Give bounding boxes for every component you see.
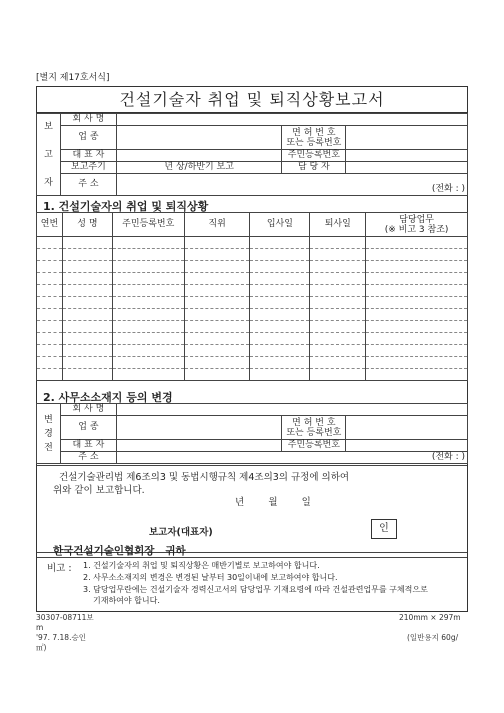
table-cell[interactable]: [366, 297, 468, 309]
table-cell[interactable]: [184, 249, 250, 261]
notes-block: [37, 557, 467, 612]
table-cell[interactable]: [62, 273, 112, 285]
table-cell[interactable]: [184, 369, 250, 381]
table-row: [37, 273, 468, 285]
table-row: [37, 297, 468, 309]
table-cell[interactable]: [184, 309, 250, 321]
table-cell[interactable]: [112, 321, 184, 333]
table-cell[interactable]: [112, 345, 184, 357]
table-cell[interactable]: [62, 345, 112, 357]
table-cell[interactable]: [366, 369, 468, 381]
change-resident-label: 주민등록번호: [282, 440, 346, 452]
table-cell[interactable]: [112, 285, 184, 297]
table-cell[interactable]: [37, 297, 63, 309]
table-cell[interactable]: [184, 261, 250, 273]
table-cell[interactable]: [310, 333, 366, 345]
table-cell[interactable]: [310, 369, 366, 381]
table-cell[interactable]: [250, 273, 310, 285]
table-cell[interactable]: [62, 261, 112, 273]
table-cell[interactable]: [112, 309, 184, 321]
manager-label: 담 당 자: [282, 162, 346, 174]
manager-field[interactable]: [346, 162, 468, 174]
change-license-field[interactable]: [346, 416, 468, 440]
table-cell[interactable]: [112, 273, 184, 285]
notes-label: 비고 :: [47, 563, 72, 574]
table-cell[interactable]: [62, 285, 112, 297]
change-company-name-field[interactable]: [116, 404, 467, 416]
table-cell[interactable]: [37, 285, 63, 297]
table-cell[interactable]: [310, 237, 366, 249]
table-cell[interactable]: [366, 273, 468, 285]
note-item-3: 3. 담당업무란에는 건설기술자 경력신고서의 담당업무 기재요령에 따라 건설관련업무를 구체적으로: [83, 585, 428, 594]
table-cell[interactable]: [184, 345, 250, 357]
table-cell[interactable]: [37, 345, 63, 357]
table-cell[interactable]: [310, 321, 366, 333]
table-cell[interactable]: [250, 261, 310, 273]
table-cell[interactable]: [250, 249, 310, 261]
change-table: [36, 403, 468, 464]
table-cell[interactable]: [250, 345, 310, 357]
license-number-label: 면 허 번 호 또는 등록번호: [282, 126, 346, 150]
table-row: [37, 237, 468, 249]
table-row: [37, 345, 468, 357]
table-cell[interactable]: [184, 297, 250, 309]
report-form: [36, 86, 468, 612]
table-row: [37, 357, 468, 369]
table-cell[interactable]: [37, 357, 63, 369]
table-row: [37, 321, 468, 333]
business-type-field[interactable]: [116, 126, 282, 150]
table-cell[interactable]: [184, 357, 250, 369]
col-header-resident-number: 주민등록번호: [112, 213, 184, 237]
table-cell[interactable]: [250, 297, 310, 309]
reporter-side-label: 보 고 자: [37, 114, 61, 196]
table-cell[interactable]: [366, 261, 468, 273]
table-cell[interactable]: [310, 285, 366, 297]
change-address-field[interactable]: (전화 : ): [116, 452, 467, 464]
declaration-text-2: 위와 같이 보고합니다.: [53, 485, 145, 496]
table-row: [37, 333, 468, 345]
table-row: [37, 369, 468, 381]
section1-title: 1. 건설기술자의 취업 및 퇴직상황: [43, 200, 209, 213]
change-representative-field[interactable]: [116, 440, 282, 452]
col-header-position: 직위: [184, 213, 250, 237]
business-type-label: 업 종: [60, 126, 116, 150]
table-cell[interactable]: [62, 333, 112, 345]
table-cell[interactable]: [62, 369, 112, 381]
table-cell[interactable]: [112, 297, 184, 309]
table-cell[interactable]: [310, 249, 366, 261]
table-cell[interactable]: [62, 249, 112, 261]
table-cell[interactable]: [37, 237, 63, 249]
table-cell[interactable]: [37, 369, 63, 381]
change-business-type-label: 업 종: [60, 416, 116, 440]
declaration-text-1: 건설기술관리법 제6조의3 및 동법시행규칙 제4조의3의 규정에 의하여: [59, 472, 350, 483]
table-row: [37, 309, 468, 321]
table-cell[interactable]: [366, 321, 468, 333]
addressee: 한국건설기술인협회장 귀하: [53, 545, 186, 557]
col-header-name: 성 명: [62, 213, 112, 237]
col-header-number: 연번: [37, 213, 63, 237]
table-cell[interactable]: [37, 333, 63, 345]
declaration-block: [37, 465, 467, 553]
table-cell[interactable]: [37, 309, 63, 321]
table-cell[interactable]: [37, 321, 63, 333]
representative-label: 대 표 자: [60, 150, 116, 162]
table-cell[interactable]: [366, 249, 468, 261]
footer-paper-unit: ㎡): [36, 643, 47, 652]
company-name-label: 회 사 명: [60, 114, 116, 126]
footer-paper-size: 210mm × 297m: [399, 613, 461, 622]
company-name-field[interactable]: [116, 114, 467, 126]
col-header-duty: 담당업무 (※ 비고 3 참조): [366, 213, 468, 237]
footer-approval-date: '97. 7.18.승인: [36, 633, 86, 642]
table-cell[interactable]: [112, 357, 184, 369]
table-cell[interactable]: [250, 309, 310, 321]
table-cell[interactable]: [112, 237, 184, 249]
table-cell[interactable]: [250, 237, 310, 249]
table-cell[interactable]: [366, 333, 468, 345]
address-phone-field[interactable]: (전화 : ): [116, 174, 467, 196]
table-cell[interactable]: [366, 285, 468, 297]
table-cell[interactable]: [184, 321, 250, 333]
footer-form-code: 30307-08711보: [36, 613, 94, 622]
table-cell[interactable]: [184, 333, 250, 345]
table-cell[interactable]: [366, 345, 468, 357]
section2-title: 2. 사무소소재지 등의 변경: [43, 391, 173, 404]
table-cell[interactable]: [112, 249, 184, 261]
table-cell[interactable]: [250, 333, 310, 345]
table-cell[interactable]: [184, 273, 250, 285]
footer-form-code-continued: m: [36, 623, 44, 632]
change-representative-label: 대 표 자: [60, 440, 116, 452]
table-cell[interactable]: [250, 357, 310, 369]
table-cell[interactable]: [37, 249, 63, 261]
change-business-type-field[interactable]: [116, 416, 282, 440]
table-cell[interactable]: [310, 297, 366, 309]
table-cell[interactable]: [310, 357, 366, 369]
table-cell[interactable]: [62, 309, 112, 321]
table-cell[interactable]: [62, 321, 112, 333]
note-item-2: 2. 사무소소재지의 변경은 변경된 날부터 30일이내에 보고하여야 합니다.: [83, 573, 338, 582]
note-item-1: 1. 건설기술자의 취업 및 퇴직상황은 매반기별로 보고하여야 합니다.: [83, 561, 320, 570]
report-date[interactable]: 년 월 일: [235, 497, 311, 508]
change-company-name-label: 회 사 명: [60, 404, 116, 416]
table-cell[interactable]: [184, 237, 250, 249]
table-row: [37, 249, 468, 261]
table-cell[interactable]: [250, 369, 310, 381]
table-cell[interactable]: [112, 261, 184, 273]
table-cell[interactable]: [310, 309, 366, 321]
employment-table: [36, 212, 468, 381]
table-cell[interactable]: [37, 273, 63, 285]
table-row: [37, 285, 468, 297]
table-cell[interactable]: [250, 321, 310, 333]
form-number-label: [별지 제17호서식]: [36, 73, 110, 83]
table-cell[interactable]: [250, 285, 310, 297]
resident-number-label: 주민등록번호: [282, 150, 346, 162]
col-header-join-date: 입사일: [250, 213, 310, 237]
col-header-leave-date: 퇴사일: [310, 213, 366, 237]
seal-box[interactable]: 인: [371, 519, 397, 539]
change-address-label: 주 소: [60, 452, 116, 464]
license-number-field[interactable]: [346, 126, 468, 150]
table-row: [37, 261, 468, 273]
representative-field[interactable]: [116, 150, 282, 162]
footer-paper-weight: (일반용지 60g/: [407, 633, 459, 642]
table-cell[interactable]: [62, 357, 112, 369]
table-cell[interactable]: [366, 237, 468, 249]
resident-number-field[interactable]: [346, 150, 468, 162]
change-resident-field[interactable]: [346, 440, 468, 452]
table-cell[interactable]: [366, 357, 468, 369]
table-cell[interactable]: [62, 297, 112, 309]
report-period-label: 보고주기: [60, 162, 116, 174]
report-period-value[interactable]: 년 상/하반기 보고: [116, 162, 282, 174]
form-title: 건설기술자 취업 및 퇴직상황보고서: [37, 87, 467, 113]
table-cell[interactable]: [184, 285, 250, 297]
table-cell[interactable]: [366, 309, 468, 321]
table-cell[interactable]: [62, 237, 112, 249]
table-cell[interactable]: [112, 369, 184, 381]
table-cell[interactable]: [310, 345, 366, 357]
reporter-signature-label: 보고자(대표자): [149, 527, 213, 538]
table-cell[interactable]: [310, 261, 366, 273]
reporter-table: [36, 113, 468, 196]
address-label: 주 소: [60, 174, 116, 196]
change-side-label: 변 경 전: [37, 404, 61, 464]
note-item-3-continued: 기재하여야 합니다.: [93, 596, 160, 605]
table-cell[interactable]: [112, 333, 184, 345]
table-cell[interactable]: [37, 261, 63, 273]
change-license-label: 면 허 번 호 또는 등록번호: [282, 416, 346, 440]
table-cell[interactable]: [310, 273, 366, 285]
